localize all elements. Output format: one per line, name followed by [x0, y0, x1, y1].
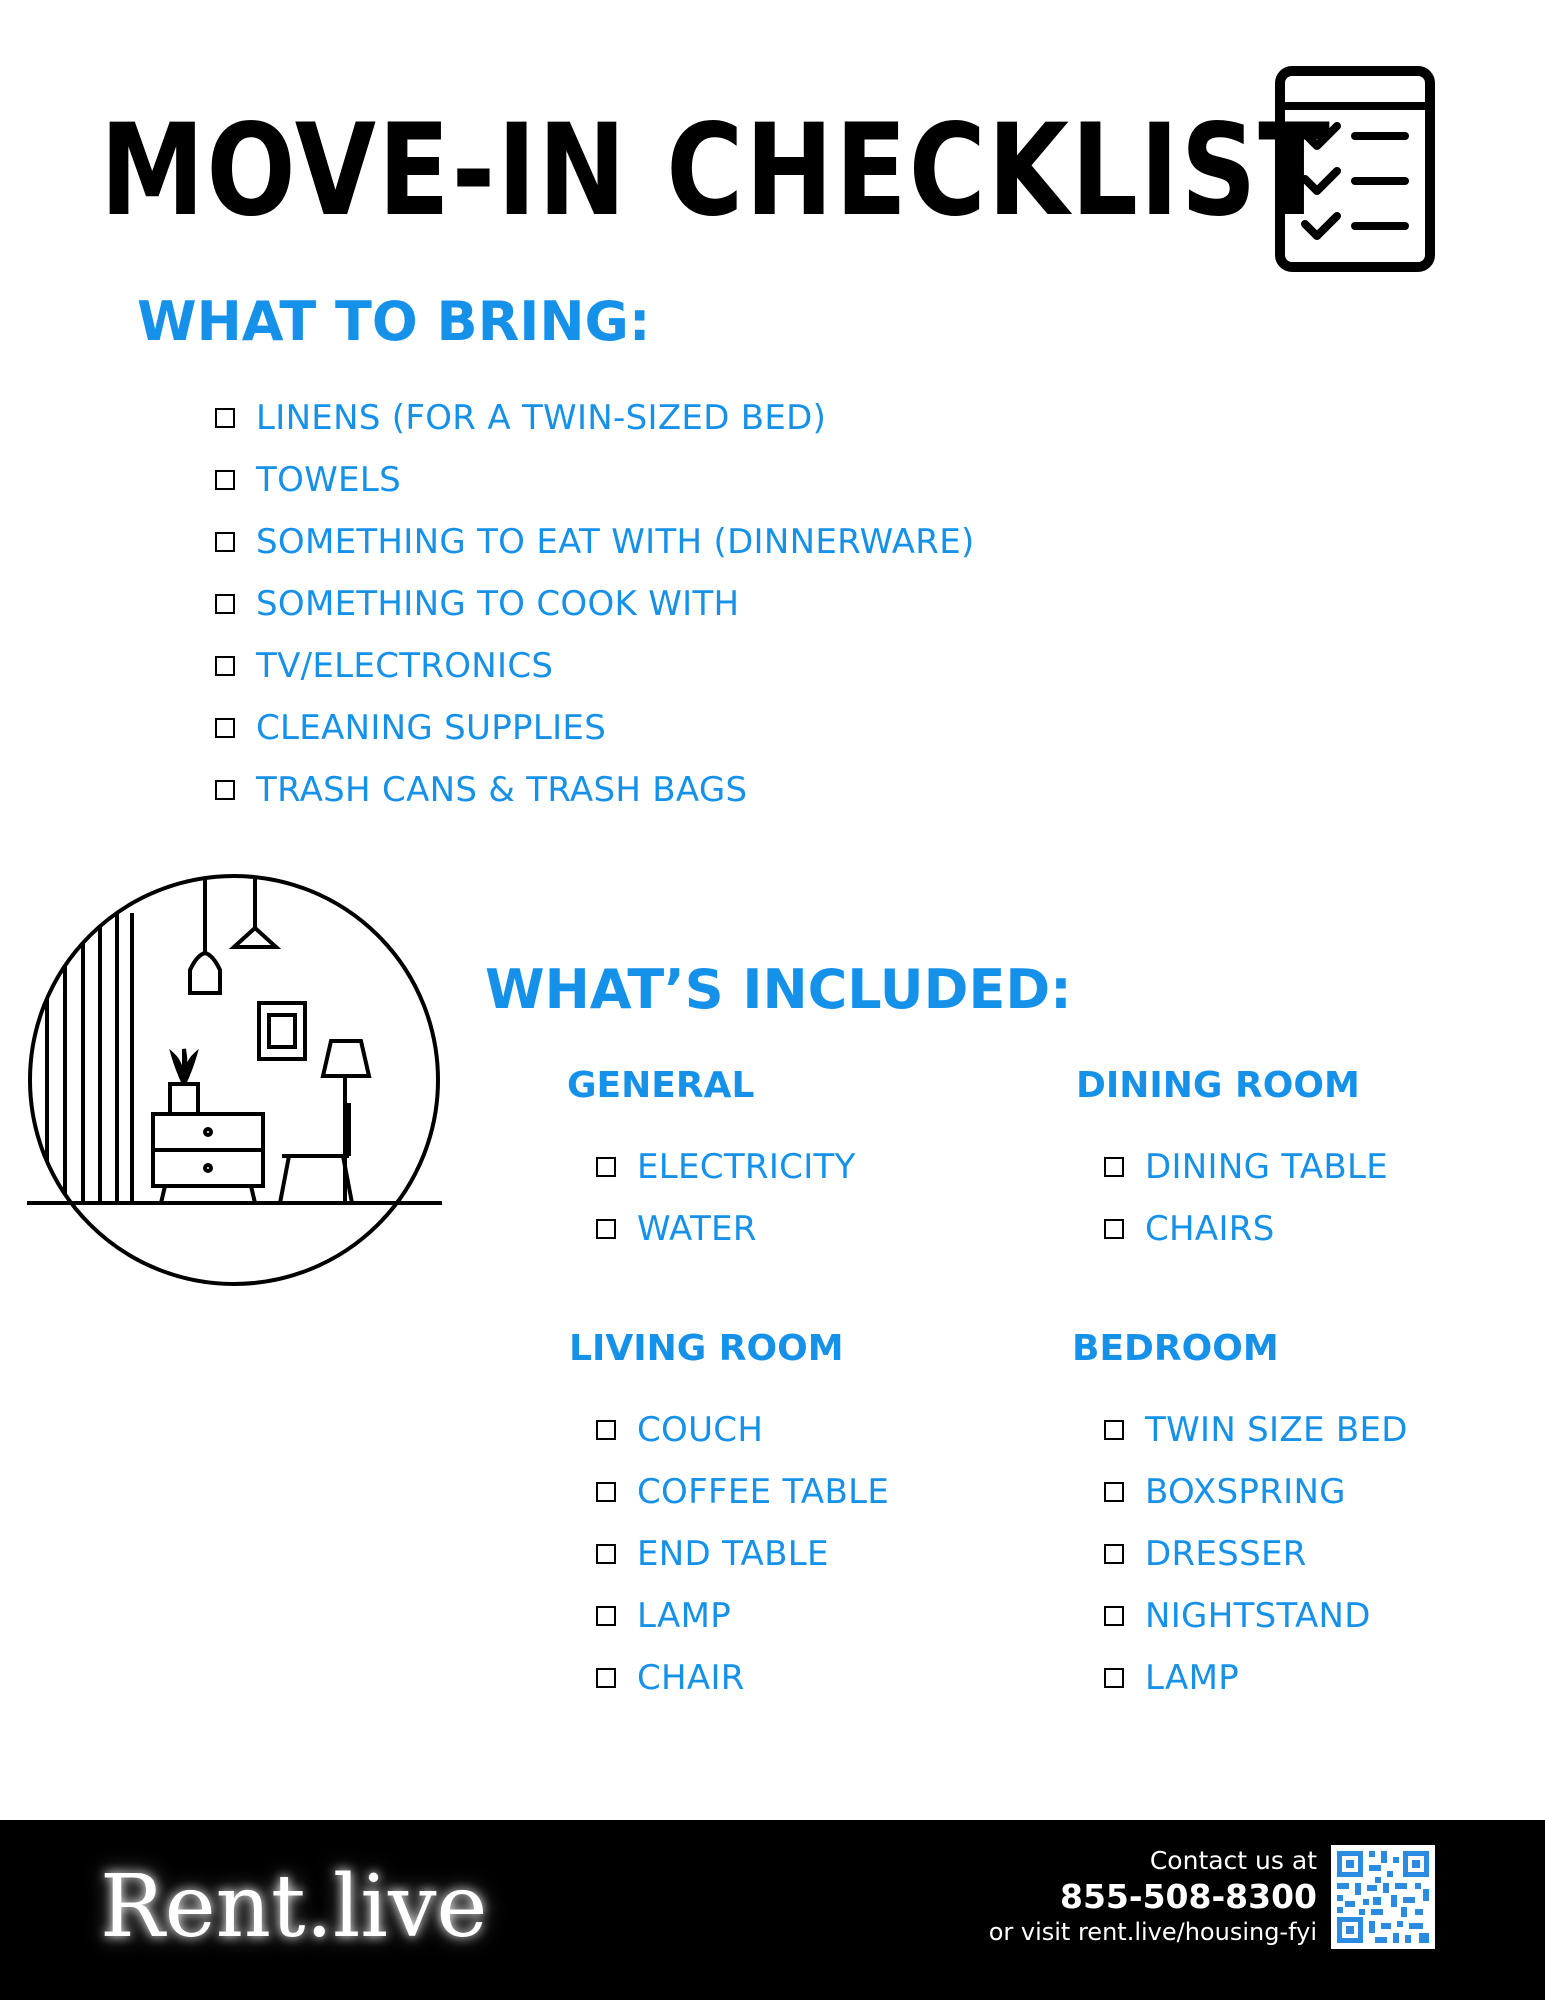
rent-live-logo: Rent.live — [100, 1857, 488, 1957]
checkbox[interactable] — [215, 594, 235, 614]
checkbox[interactable] — [1104, 1420, 1124, 1440]
item-label: COFFEE TABLE — [637, 1472, 890, 1512]
list-item[interactable] — [215, 759, 975, 821]
checkbox[interactable] — [215, 532, 235, 552]
dining-room-list — [1104, 1136, 1388, 1260]
checklist-icon — [1275, 66, 1435, 272]
list-item[interactable] — [1104, 1647, 1408, 1709]
general-heading: GENERAL — [567, 1065, 755, 1106]
item-label: TOWELS — [256, 460, 401, 500]
living-room-illustration — [27, 873, 442, 1288]
checkbox[interactable] — [596, 1219, 616, 1239]
page-title: MOVE-IN CHECKLIST — [100, 97, 1332, 245]
item-label: BOXSPRING — [1145, 1472, 1346, 1512]
checkbox[interactable] — [1104, 1544, 1124, 1564]
list-item[interactable] — [215, 573, 975, 635]
what-to-bring-heading: WHAT TO BRING: — [137, 290, 651, 353]
item-label: SOMETHING TO EAT WITH (DINNERWARE) — [256, 522, 975, 562]
checkbox[interactable] — [215, 656, 235, 676]
item-label: DRESSER — [1145, 1534, 1307, 1574]
checkbox[interactable] — [215, 470, 235, 490]
item-label: ELECTRICITY — [637, 1147, 856, 1187]
whats-included-heading: WHAT’S INCLUDED: — [485, 958, 1072, 1021]
list-item[interactable] — [1104, 1461, 1408, 1523]
checkbox[interactable] — [1104, 1482, 1124, 1502]
checkbox[interactable] — [596, 1544, 616, 1564]
item-label: NIGHTSTAND — [1145, 1596, 1371, 1636]
checkbox[interactable] — [1104, 1219, 1124, 1239]
item-label: CLEANING SUPPLIES — [256, 708, 607, 748]
qr-code-icon[interactable] — [1331, 1845, 1435, 1949]
list-item[interactable] — [1104, 1198, 1388, 1260]
list-item[interactable] — [215, 697, 975, 759]
item-label: CHAIRS — [1145, 1209, 1275, 1249]
checkbox[interactable] — [596, 1157, 616, 1177]
list-item[interactable] — [215, 635, 975, 697]
checkbox[interactable] — [596, 1668, 616, 1688]
bedroom-heading: BEDROOM — [1072, 1328, 1279, 1369]
item-label: END TABLE — [637, 1534, 829, 1574]
list-item[interactable] — [596, 1399, 889, 1461]
item-label: TWIN SIZE BED — [1145, 1410, 1408, 1450]
checkbox[interactable] — [215, 780, 235, 800]
checkbox[interactable] — [1104, 1157, 1124, 1177]
list-item[interactable] — [215, 387, 975, 449]
list-item[interactable] — [1104, 1136, 1388, 1198]
checkbox[interactable] — [215, 408, 235, 428]
contact-block — [989, 1845, 1317, 1947]
item-label: DINING TABLE — [1145, 1147, 1388, 1187]
list-item[interactable] — [596, 1198, 856, 1260]
checkbox[interactable] — [1104, 1668, 1124, 1688]
dining-room-heading: DINING ROOM — [1076, 1065, 1360, 1106]
item-label: LAMP — [1145, 1658, 1240, 1698]
living-room-heading: LIVING ROOM — [569, 1328, 844, 1369]
list-item[interactable] — [215, 511, 975, 573]
item-label: COUCH — [637, 1410, 764, 1450]
list-item[interactable] — [596, 1136, 856, 1198]
footer — [0, 1820, 1545, 2000]
phone-number[interactable]: 855-508-8300 — [1059, 1877, 1317, 1916]
list-item[interactable] — [596, 1647, 889, 1709]
list-item[interactable] — [596, 1523, 889, 1585]
what-to-bring-list — [215, 387, 975, 821]
checkbox[interactable] — [596, 1606, 616, 1626]
item-label: LAMP — [637, 1596, 732, 1636]
list-item[interactable] — [1104, 1585, 1408, 1647]
living-room-list — [596, 1399, 889, 1709]
list-item[interactable] — [1104, 1523, 1408, 1585]
item-label: SOMETHING TO COOK WITH — [256, 584, 740, 624]
list-item[interactable] — [596, 1461, 889, 1523]
list-item[interactable] — [215, 449, 975, 511]
item-label: WATER — [637, 1209, 757, 1249]
contact-label: Contact us at — [1149, 1846, 1317, 1875]
list-item[interactable] — [1104, 1399, 1408, 1461]
checkbox[interactable] — [596, 1420, 616, 1440]
item-label: TRASH CANS & TRASH BAGS — [256, 770, 748, 810]
item-label: LINENS (FOR A TWIN-SIZED BED) — [256, 398, 827, 438]
checkbox[interactable] — [596, 1482, 616, 1502]
item-label: TV/ELECTRONICS — [256, 646, 554, 686]
list-item[interactable] — [596, 1585, 889, 1647]
checkbox[interactable] — [215, 718, 235, 738]
checkbox[interactable] — [1104, 1606, 1124, 1626]
bedroom-list — [1104, 1399, 1408, 1709]
item-label: CHAIR — [637, 1658, 745, 1698]
website-link[interactable]: or visit rent.live/housing-fyi — [988, 1918, 1317, 1946]
general-list — [596, 1136, 856, 1260]
